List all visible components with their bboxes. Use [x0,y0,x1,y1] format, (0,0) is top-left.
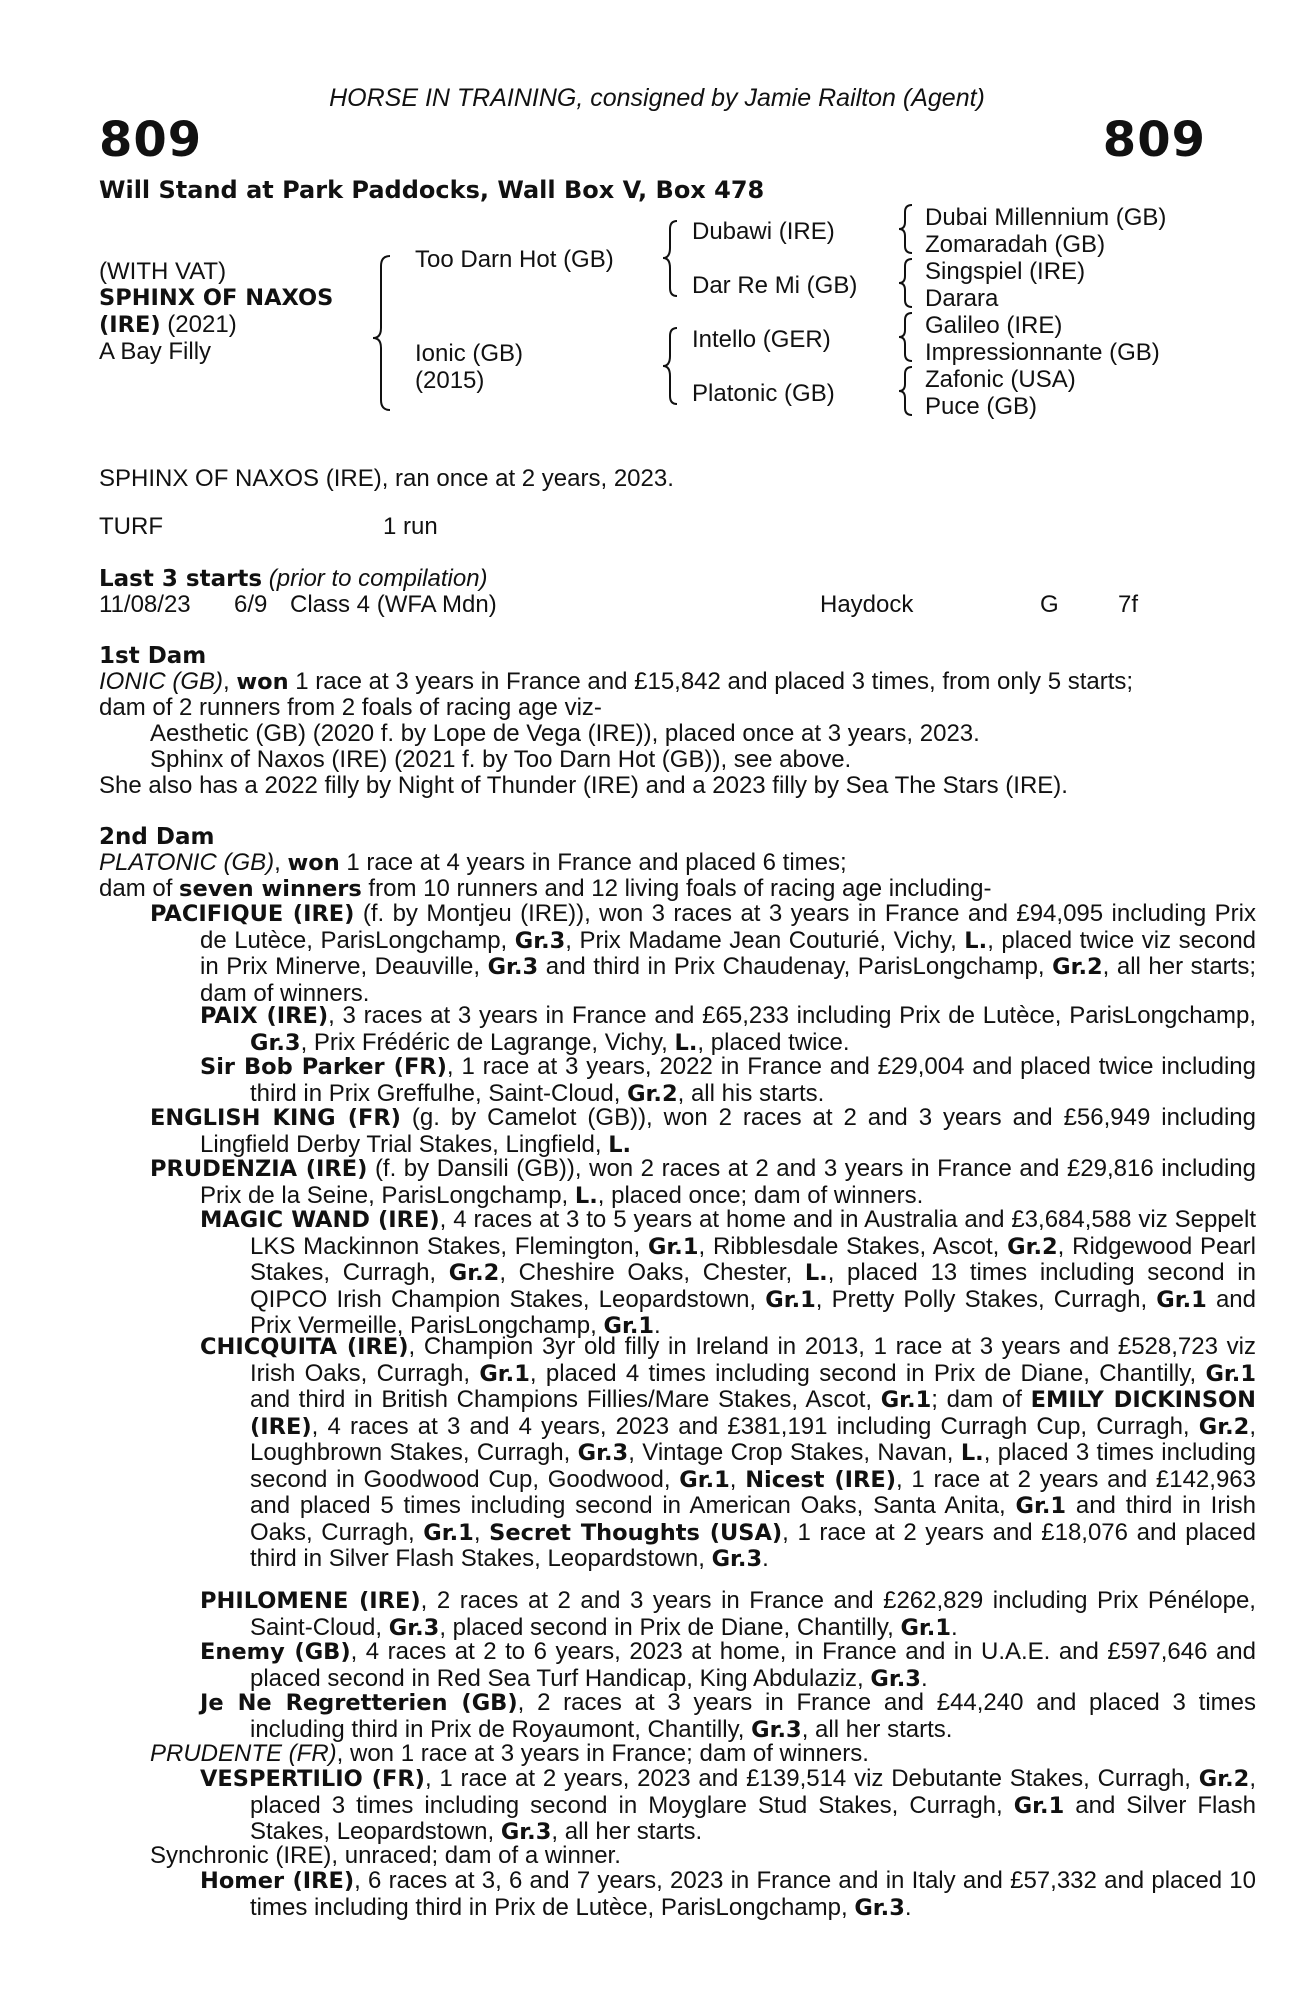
first-dam-line-2: dam of 2 runners from 2 foals of racing age viz- [99,694,602,721]
bracket-dam [663,328,677,404]
second-dam-line-1: PLATONIC (GB), won 1 race at 4 years in France and placed 6 times; [99,849,847,876]
sire-sire: Dubawi (IRE) [692,218,835,245]
great-granddam-1: Zomaradah (GB) [925,231,1106,258]
first-dam-produce-2: Sphinx of Naxos (IRE) (2021 f. by Too Darn Hot (GB)), see above. [150,746,852,773]
horse-name-suffix: (IRE) (2021) [99,311,237,338]
great-granddam-3: Impressionnante (GB) [925,339,1160,366]
race-summary: SPHINX OF NAXOS (IRE), ran once at 2 years, 2023. [99,465,674,492]
stand-location: Will Stand at Park Paddocks, Wall Box V, Box 478 [99,176,765,204]
entry-chicquita: CHICQUITA (IRE), Champion 3yr old filly in Ireland in 2013, 1 race at 3 years and £528,723 viz Irish Oaks, Curragh, Gr.1, placed 4 times including second in Prix de Diane, Chantilly, Gr.1 and third in British Champions Fillies/Mare Stakes, Ascot, Gr.1; dam of EMILY DICKINSON (IRE), 4 races at 3 and 4 years, 2023 and £381,191 including Curragh Cup, Curragh, Gr.2, Loughbrown Stakes, Curragh, Gr.3, Vintage Crop Stakes, Navan, L., placed 3 times including second in Goodwood Cup, Goodwood, Gr.1, Nicest (IRE), 1 race at 2 years and £142,963 and placed 5 times including second in American Oaks, Santa Anita, Gr.1 and third in Irish Oaks, Curragh, Gr.1, Secret Thoughts (USA), 1 race at 2 years and £18,076 and placed third in Silver Flash Stakes, Leopardstown, Gr.3. [200,1333,1257,1572]
bracket-sire [663,221,677,296]
bracket-g3 [899,313,912,361]
dam-year: (2015) [415,367,485,394]
start-date: 11/08/23 [99,591,191,618]
first-dam-line-5: She also has a 2022 filly by Night of Thunder (IRE) and a 2023 filly by Sea The Stars (IRE). [99,772,1068,799]
bracket-sire-dam [373,256,390,410]
bracket-g4 [899,367,912,415]
great-granddam-2: Darara [925,285,999,312]
surface-label: TURF [99,513,163,540]
great-grandsire-2: Singspiel (IRE) [925,258,1086,285]
great-granddam-4: Puce (GB) [925,393,1038,420]
entry-paix: PAIX (IRE), 3 races at 3 years in France and £65,233 including Prix de Lutèce, ParisLongchamp, Gr.3, Prix Frédéric de Lagrange, Vichy, L., placed twice. [200,1002,1256,1056]
entry-pacifique: PACIFIQUE (IRE) (f. by Montjeu (IRE)), won 3 races at 3 years in France and £94,095 including Prix de Lutèce, ParisLongchamp, Gr.3, Prix Madame Jean Couturié, Vichy, L., placed twice viz second in Prix Minerve, Deauville, Gr.3 and third in Prix Chaudenay, ParisLongchamp, Gr.2, all her starts; dam of winners. [150,900,1257,1007]
entry-english-king: ENGLISH KING (FR) (g. by Camelot (GB)), won 2 races at 2 and 3 years and £56,949 including Lingfield Derby Trial Stakes, Lingfield, L. [150,1104,1256,1158]
entry-philomene: PHILOMENE (IRE), 2 races at 2 and 3 years in France and £262,829 including Prix Pénélope, Saint-Cloud, Gr.3, placed second in Prix de Diane, Chantilly, Gr.1. [200,1587,1256,1641]
bracket-g1 [899,205,912,253]
entry-je-ne-regretterien: Je Ne Regretterien (GB), 2 races at 3 years in France and £44,240 and placed 3 times including third in Prix de Royaumont, Chantilly, Gr.3, all her starts. [200,1689,1257,1743]
entry-prudenzia: PRUDENZIA (IRE) (f. by Dansili (GB)), won 2 races at 2 and 3 years in France and £29,816 including Prix de la Seine, ParisLongchamp, L., placed once; dam of winners. [150,1155,1256,1209]
sire: Too Darn Hot (GB) [415,246,614,273]
first-dam-line-1: IONIC (GB), won 1 race at 3 years in France and £15,842 and placed 3 times, from only 5 starts; [99,668,1134,695]
dam-sire: Intello (GER) [692,326,831,353]
entry-sir-bob-parker: Sir Bob Parker (FR), 1 race at 3 years, 2022 in France and £29,004 and placed twice including third in Prix Greffulhe, Saint-Cloud, Gr.2, all his starts. [200,1053,1256,1107]
bracket-g2 [899,259,912,307]
entry-vespertilio: VESPERTILIO (FR), 1 race at 2 years, 2023 and £139,514 viz Debutante Stakes, Curragh, Gr.2, placed 3 times including second in Moyglare Stud Stakes, Curragh, Gr.1 and Silver Flash Stakes, Leopardstown, Gr.3, all her starts. [200,1765,1257,1845]
last-starts-heading: Last 3 starts (prior to compilation) [99,565,488,592]
entry-magic-wand: MAGIC WAND (IRE), 4 races at 3 to 5 years at home and in Australia and £3,684,588 viz Seppelt LKS Mackinnon Stakes, Flemington, Gr.1, Ribblesdale Stakes, Ascot, Gr.2, Ridgewood Pearl Stakes, Curragh, Gr.2, Cheshire Oaks, Chester, L., placed 13 times including second in QIPCO Irish Champion Stakes, Leopardstown, Gr.1, Pretty Polly Stakes, Curragh, Gr.1 and Prix Vermeille, ParisLongchamp, Gr.1. [200,1206,1257,1339]
sire-dam: Dar Re Mi (GB) [692,272,858,299]
start-going: G [1040,591,1059,618]
horse-description: A Bay Filly [99,338,212,365]
horse-name: SPHINX OF NAXOS [99,285,334,311]
great-grandsire-1: Dubai Millennium (GB) [925,204,1167,231]
vat-note: (WITH VAT) [99,258,227,285]
lot-number-right: 809 [1102,112,1206,168]
dam-dam: Platonic (GB) [692,380,835,407]
entry-prudente: PRUDENTE (FR), won 1 race at 3 years in France; dam of winners. [150,1740,869,1767]
first-dam-produce-1: Aesthetic (GB) (2020 f. by Lope de Vega (IRE)), placed once at 3 years, 2023. [150,720,980,747]
second-dam-heading: 2nd Dam [99,824,215,850]
entry-synchronic: Synchronic (IRE), unraced; dam of a winner. [150,1842,621,1869]
first-dam-heading: 1st Dam [99,643,207,669]
start-position: 6/9 [234,591,268,618]
surface-runs: 1 run [383,513,438,540]
start-distance: 7f [1118,591,1139,618]
second-dam-line-2: dam of seven winners from 10 runners and 12 living foals of racing age including- [99,875,992,902]
entry-homer: Homer (IRE), 6 races at 3, 6 and 7 years, 2023 in France and in Italy and £57,332 and placed 10 times including third in Prix de Lutèce, ParisLongchamp, Gr.3. [200,1867,1257,1921]
great-grandsire-4: Zafonic (USA) [925,366,1076,393]
dam: Ionic (GB) [415,340,524,367]
great-grandsire-3: Galileo (IRE) [925,312,1063,339]
catalogue-header: HORSE IN TRAINING, consigned by Jamie Railton (Agent) [329,84,985,112]
lot-number-left: 809 [99,112,203,168]
start-course: Haydock [820,591,914,618]
entry-enemy: Enemy (GB), 4 races at 2 to 6 years, 2023 at home, in France and in U.A.E. and £597,646 and placed second in Red Sea Turf Handicap, King Abdulaziz, Gr.3. [200,1638,1256,1692]
start-race: Class 4 (WFA Mdn) [290,591,497,618]
